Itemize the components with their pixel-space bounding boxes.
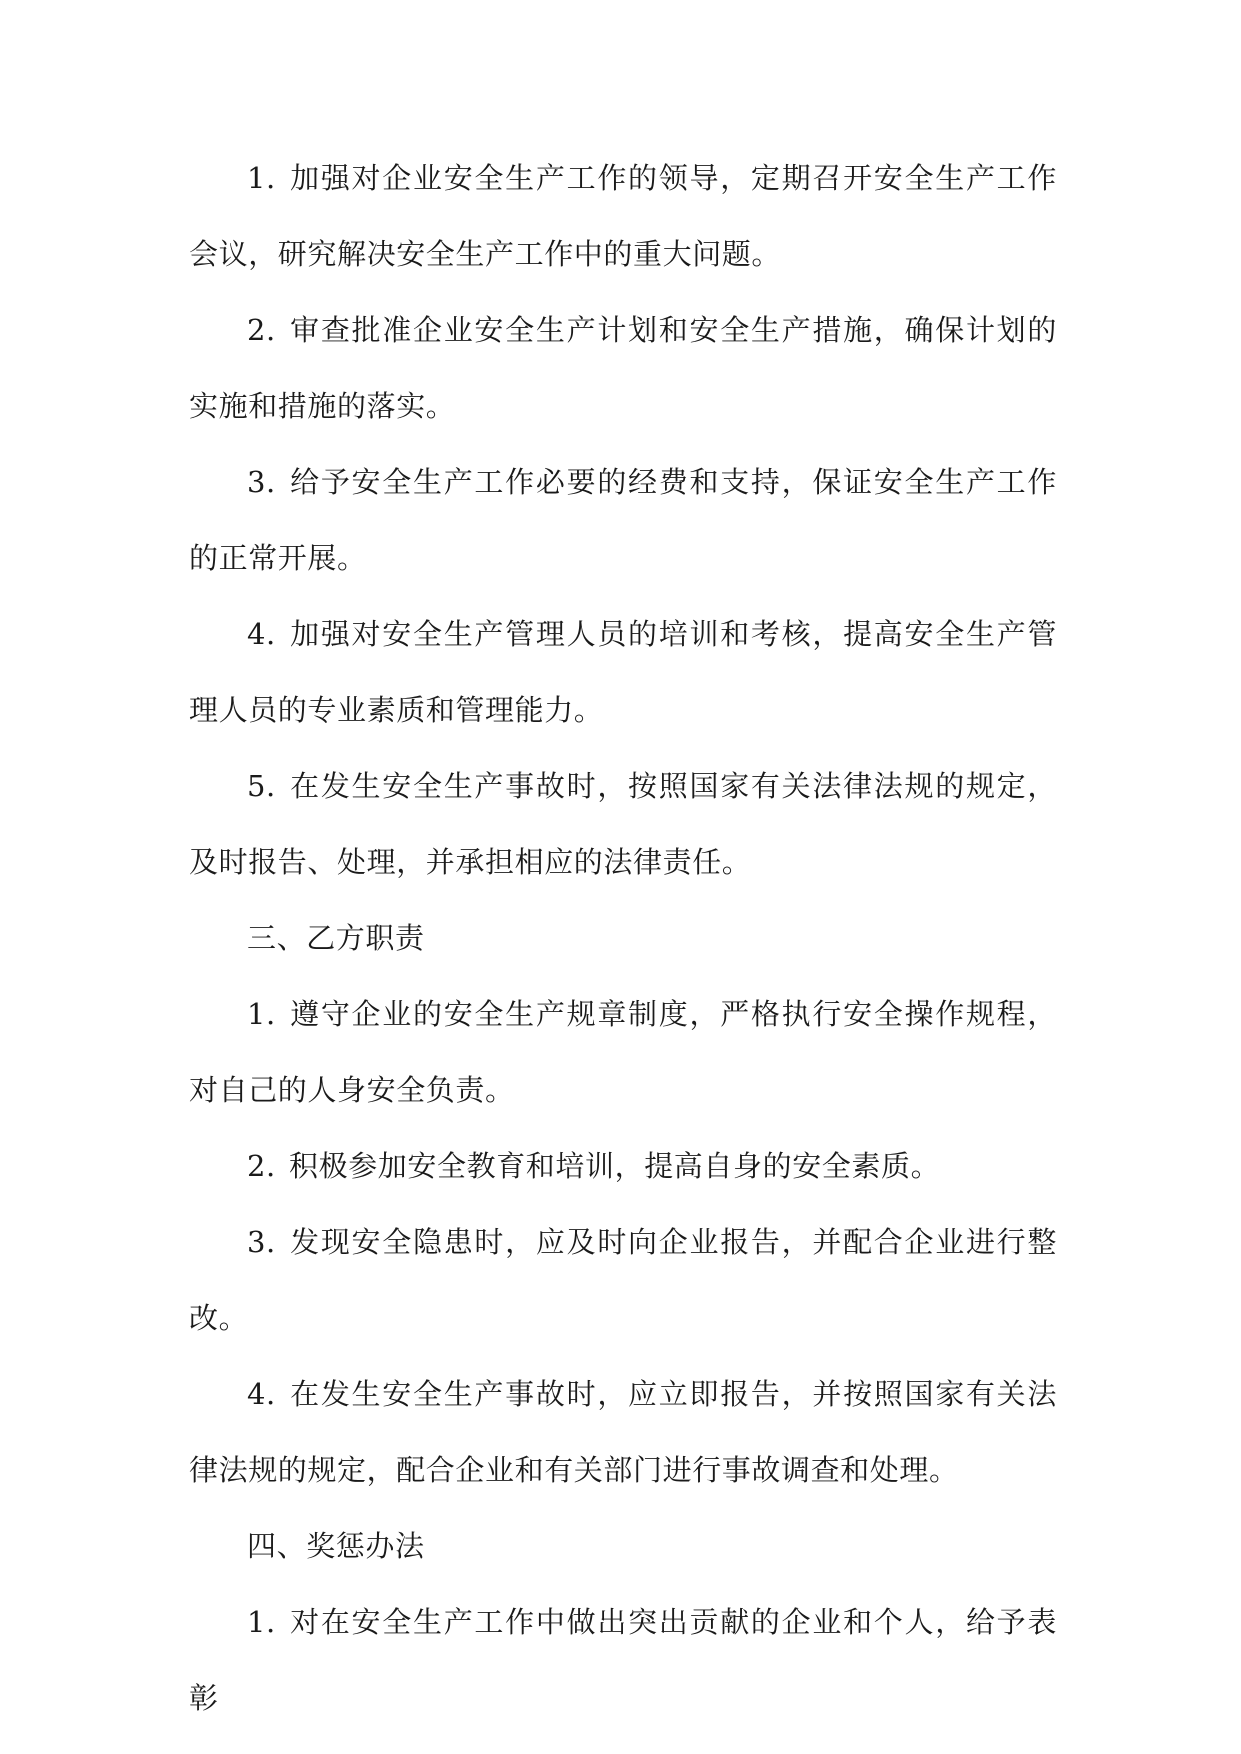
item-text: 遵守企业的安全生产规章制度，严格执行安全操作规程，对自己的人身安全负责。 <box>189 997 1057 1107</box>
list-item <box>189 596 1057 748</box>
item-number: 1. <box>247 1605 276 1639</box>
item-text: 发现安全隐患时，应及时向企业报告，并配合企业进行整改。 <box>189 1225 1057 1335</box>
item-text: 积极参加安全教育和培训，提高自身的安全素质。 <box>289 1149 941 1183</box>
item-number: 2. <box>247 313 276 347</box>
section-heading: 四、奖惩办法 <box>247 1529 425 1563</box>
item-text: 加强对安全生产管理人员的培训和考核，提高安全生产管理人员的专业素质和管理能力。 <box>189 617 1057 727</box>
list-item <box>189 748 1057 900</box>
item-number: 1. <box>247 161 276 195</box>
item-number: 3. <box>247 465 276 499</box>
list-item <box>189 1204 1057 1356</box>
item-number: 4. <box>247 617 276 651</box>
section-heading: 三、乙方职责 <box>247 921 425 955</box>
item-number: 4. <box>247 1377 276 1411</box>
list-item <box>189 1128 1057 1204</box>
item-text: 在发生安全生产事故时，按照国家有关法律法规的规定，及时报告、处理，并承担相应的法律责任。 <box>189 769 1057 879</box>
item-text: 审查批准企业安全生产计划和安全生产措施，确保计划的实施和措施的落实。 <box>189 313 1057 423</box>
list-item <box>189 140 1057 292</box>
item-number: 3. <box>247 1225 276 1259</box>
item-number: 1. <box>247 997 276 1031</box>
list-item <box>189 292 1057 444</box>
item-text: 在发生安全生产事故时，应立即报告，并按照国家有关法律法规的规定，配合企业和有关部门进行事故调查和处理。 <box>189 1377 1057 1487</box>
list-item <box>189 976 1057 1128</box>
list-item <box>189 444 1057 596</box>
item-text: 加强对企业安全生产工作的领导，定期召开安全生产工作会议，研究解决安全生产工作中的重大问题。 <box>189 161 1057 271</box>
item-text: 给予安全生产工作必要的经费和支持，保证安全生产工作的正常开展。 <box>189 465 1057 575</box>
item-number: 5. <box>247 769 276 803</box>
list-item <box>189 1584 1057 1736</box>
list-item <box>189 1356 1057 1508</box>
item-text: 对在安全生产工作中做出突出贡献的企业和个人，给予表彰 <box>189 1605 1057 1715</box>
item-number: 2. <box>247 1149 276 1183</box>
document-body <box>189 140 1057 1736</box>
